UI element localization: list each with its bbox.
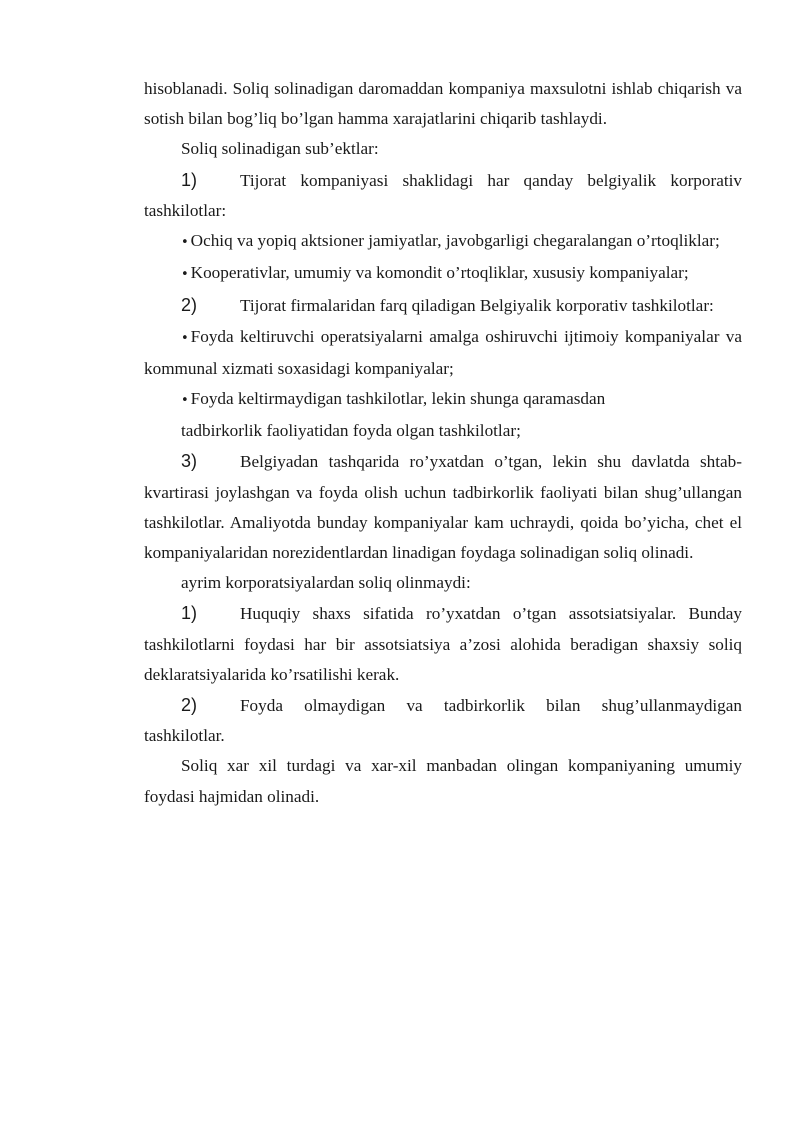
list-item-3: 3) Belgiyadan tashqarida ro’yxatdan o’tgan, lekin shu davlatda shtab-kvartirasi joylashgan va foyda olish uchun tadbirkorlik faoliyati bilan shug’ullangan tashkilotlar. Amaliyotda bunday kompaniyalar kam uchraydi, qoida bo’yicha, chet el kompaniyalaridan norezidentlardan linadigan foydaga solinadigan soliq olinadi. (144, 446, 742, 568)
bullet-item: • Foyda keltirmaydigan tashkilotlar, lekin shunga qaramasdan (181, 389, 606, 409)
list-number: 1) (181, 169, 198, 190)
document-body (144, 74, 742, 812)
list-item-1: 1) Huquqiy shaxs sifatida ro’yxatdan o’tgan assotsiatsiyalar. Bunday tashkilotlarni foydasi har bir assotsiatsiya a’zosi alohida beradigan shaxsiy soliq deklaratsiyalarida ko’rsatilishi kerak. (144, 598, 742, 690)
paragraph-exempt-heading: ayrim korporatsiyalardan soliq olinmaydi: (181, 573, 471, 593)
bullet-item: • Kooperativlar, umumiy va komondit o’rtoqliklar, xususiy kompaniyalar; (181, 263, 689, 283)
bullet-item: • Ochiq va yopiq aktsioner jamiyatlar, javobgarligi chegaralangan o’rtoqliklar; (181, 231, 720, 251)
list-number: 1) (181, 603, 198, 624)
bullet-icon: • (181, 330, 189, 346)
bullet-continuation: tadbirkorlik faoliyatidan foyda olgan tashkilotlar; (181, 421, 521, 441)
paragraph-continuation: hisoblanadi. Soliq solinadigan daromaddan kompaniya maxsulotni ishlab chiqarish va sotish bilan bog’liq bo’lgan hamma xarajatlarini chiqarib tashlaydi. (144, 79, 742, 129)
paragraph-subjects-heading: Soliq solinadigan sub’ektlar: (181, 139, 379, 159)
list-item-2: 2) Foyda olmaydigan va tadbirkorlik bilan shug’ullanmaydigan tashkilotlar. (144, 690, 742, 751)
bullet-icon: • (181, 393, 189, 409)
bullet-icon: • (181, 267, 189, 283)
list-item-2: 2) Tijorat firmalaridan farq qiladigan Belgiyalik korporativ tashkilotlar: (144, 290, 742, 321)
bullet-item: • Foyda keltiruvchi operatsiyalarni amalga oshiruvchi ijtimoiy kompaniyalar va kommunal xizmati soxasidagi kompaniyalar; (144, 326, 742, 378)
list-number: 2) (181, 695, 198, 716)
paragraph-conclusion: Soliq xar xil turdagi va xar-xil manbadan olingan kompaniyaning umumiy foydasi hajmidan olinadi. (144, 756, 742, 806)
list-number: 2) (181, 295, 198, 316)
list-number: 3) (181, 451, 198, 472)
bullet-icon: • (181, 235, 189, 251)
list-item-1: 1) Tijorat kompaniyasi shaklidagi har qanday belgiyalik korporativ tashkilotlar: (144, 165, 742, 226)
